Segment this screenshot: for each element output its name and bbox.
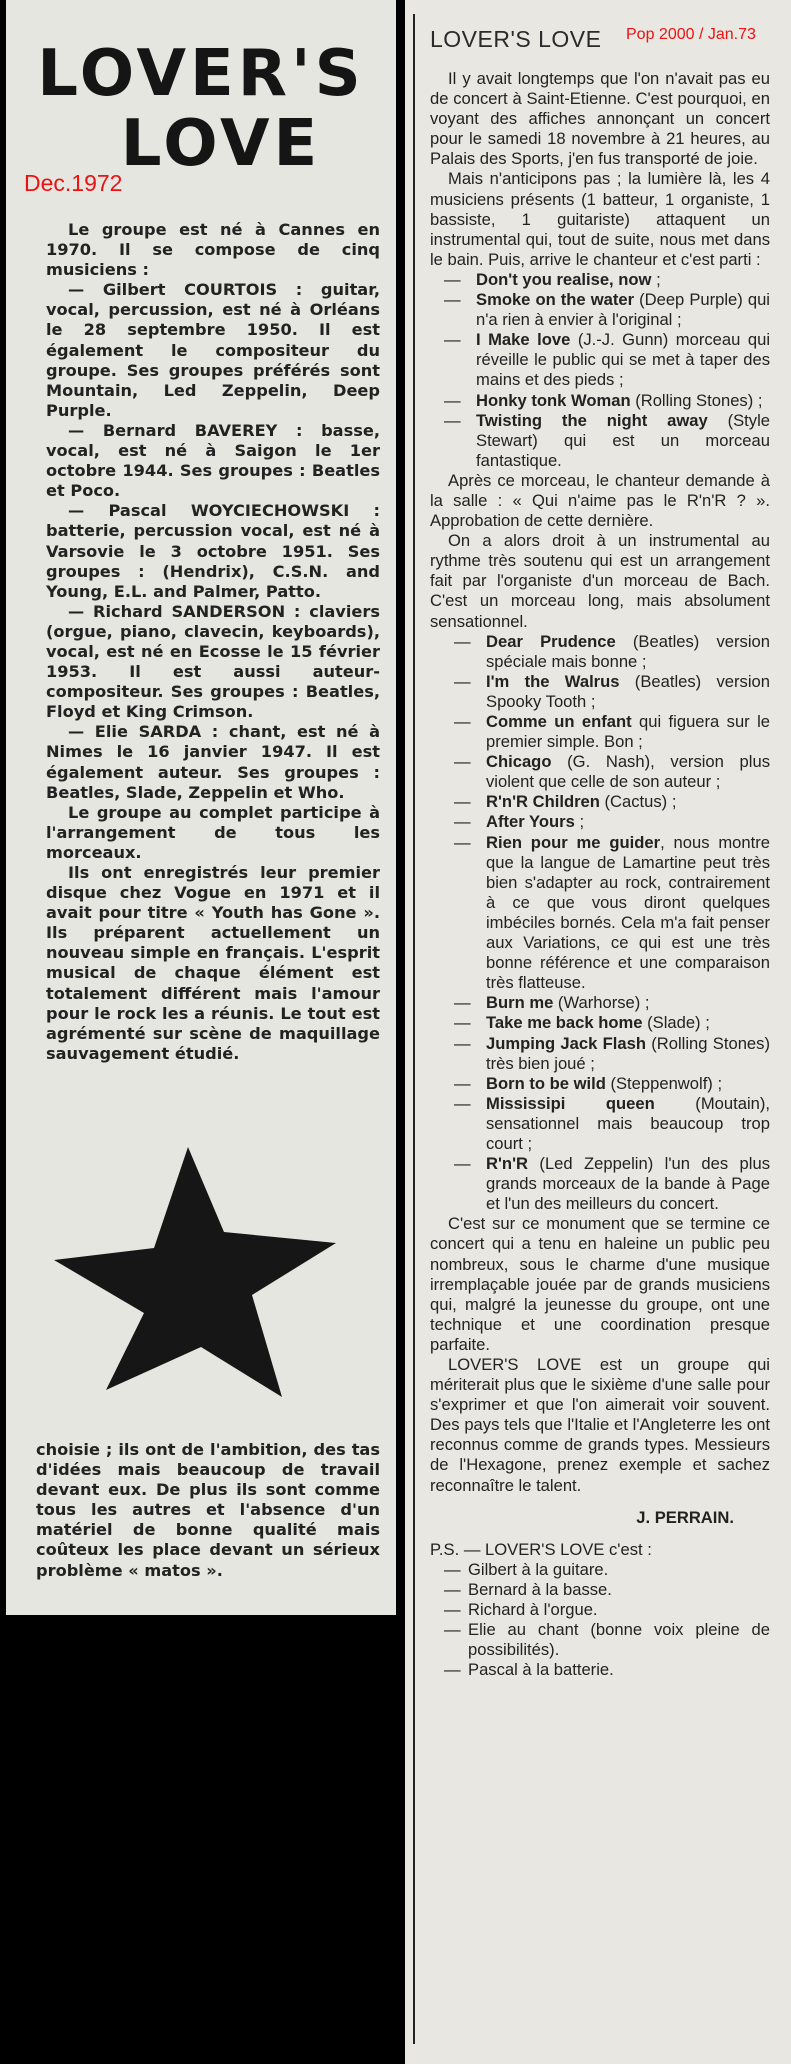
article-heading: LOVER'S LOVE bbox=[430, 26, 602, 52]
bio-paragraph: Le groupe est né à Cannes en 1970. Il se compose de cinq musiciens : bbox=[46, 220, 380, 280]
setlist-item: — After Yours ; bbox=[454, 812, 585, 832]
bio-paragraph: Le groupe au complet participe à l'arrangement de tous les morceaux. bbox=[46, 802, 380, 862]
setlist-item: — Mississipi queen (Moutain), sensationnel mais beaucoup trop court ; bbox=[454, 1093, 771, 1153]
setlist-item: — Born to be wild (Steppenwolf) ; bbox=[454, 1073, 723, 1093]
concert-review-body bbox=[430, 69, 770, 1680]
headline-line-2: LOVE bbox=[120, 107, 322, 181]
bio-paragraph: — Richard SANDERSON : claviers (orgue, piano, clavecin, keyboards), vocal, est né en Ecosse le 15 février 1953. Il est aussi auteur-compositeur. Ses groupes : Beatles, Floyd et King Crimson. bbox=[46, 601, 380, 722]
bio-continuation-text: choisie ; ils ont de l'ambition, des tas d'idées mais beaucoup de travail devant eux. De plus ils sont comme tous les autres et l'absence d'un matériel de bonne qualité mais coûteux les place devant un sérieux problème « matos ». bbox=[36, 1440, 380, 1580]
review-paragraph: LOVER'S LOVE est un groupe qui mériterait plus que le sixième d'une salle pour s'exprimer et que l'on aimerait voir souvent. Des pays tels que l'Italie et l'Angleterre les ont reconnus comme de grands types. Messieurs de l'Hexagone, prenez exemple et sachez reconnaître le talent. bbox=[430, 1355, 770, 1495]
setlist-item: — Take me back home (Slade) ; bbox=[454, 1013, 710, 1033]
column-rule bbox=[413, 14, 415, 2044]
source-annotation: Pop 2000 / Jan.73 bbox=[626, 26, 756, 43]
bio-paragraph: — Bernard BAVEREY : basse, vocal, est né à Saigon le 1er octobre 1944. Ses groupes : Beatles et Poco. bbox=[46, 420, 380, 501]
ps-intro: P.S. — LOVER'S LOVE c'est : bbox=[430, 1539, 652, 1559]
setlist-item: — R'n'R (Led Zeppelin) l'un des plus grands morceaux de la bande à Page et l'un des meilleurs du concert. bbox=[454, 1154, 770, 1214]
review-paragraph: Après ce morceau, le chanteur demande à la salle : « Qui n'aime pas le R'n'R ? ». Approbation de cette dernière. bbox=[430, 470, 770, 531]
setlist-item: — Smoke on the water (Deep Purple) qui n'a rien à envier à l'original ; bbox=[444, 290, 770, 330]
setlist-item: — Dear Prudence (Beatles) version spéciale mais bonne ; bbox=[454, 631, 770, 671]
bio-paragraph: — Pascal WOYCIECHOWSKI : batterie, percussion vocal, est né à Varsovie le 3 octobre 1951. Ses groupes : (Hendrix), C.S.N. and Young, E.L. and Palmer, Patto. bbox=[46, 501, 380, 601]
setlist-item: — Honky tonk Woman (Rolling Stones) ; bbox=[444, 390, 763, 410]
star-illustration bbox=[46, 1135, 386, 1415]
bio-paragraph: — Elie SARDA : chant, est né à Nimes le 16 janvier 1947. Il est également auteur. Ses groupes : Beatles, Slade, Zeppelin et Who. bbox=[46, 722, 380, 802]
review-paragraph: C'est sur ce monument que se termine ce concert qui a tenu en haleine un public peu nombreux, sous le charme d'une musique irremplaçable jouée par de grands musiciens qui, malgré la jeunesse du groupe, ont une technique et une coordination presque parfaite. bbox=[430, 1214, 770, 1354]
review-paragraph: On a alors droit à un instrumental au rythme très soutenu qui est un arrangement fait par l'organiste d'un morceau de Bach. C'est un morceau long, mais absolument sensationnel. bbox=[430, 531, 770, 631]
author-signature: J. PERRAIN. bbox=[636, 1507, 734, 1527]
review-paragraph: Mais n'anticipons pas ; la lumière là, les 4 musiciens présents (1 batteur, 1 organiste, 1 bassiste, 1 guitariste) attaquent un instrumental qui, tout de suite, nous met dans le bain. Puis, arrive le chanteur et c'est parti : bbox=[430, 169, 770, 269]
bio-paragraph: — Gilbert COURTOIS : guitar, vocal, percussion, est né à Orléans le 28 septembre 1950. Il est également le compositeur du groupe. Ses groupes préférés sont Mountain, Led Zeppelin, Deep Purple. bbox=[46, 280, 380, 420]
setlist-item: — R'n'R Children (Cactus) ; bbox=[454, 792, 677, 812]
headline-line-1: LOVER'S bbox=[37, 37, 365, 111]
lineup-item: — Bernard à la basse. bbox=[444, 1579, 612, 1599]
setlist-item: — I Make love (J.-J. Gunn) morceau qui réveille le public qui se met à taper des mains et des pieds ; bbox=[444, 330, 770, 390]
review-paragraph: Il y avait longtemps que l'on n'avait pas eu de concert à Saint-Etienne. C'est pourquoi, en voyant des affiches annonçant un concert pour le samedi 18 novembre à 21 heures, au Palais des Sports, j'en fus transporté de joie. bbox=[430, 69, 770, 169]
lineup-item: — Pascal à la batterie. bbox=[444, 1660, 614, 1680]
bio-continuation bbox=[36, 1440, 380, 1581]
setlist-item: — Comme un enfant qui figuera sur le premier simple. Bon ; bbox=[454, 712, 770, 752]
lineup-item: — Elie au chant (bonne voix pleine de possibilités). bbox=[444, 1620, 770, 1660]
band-bio-column bbox=[46, 220, 380, 1064]
setlist-item: — Burn me (Warhorse) ; bbox=[454, 993, 650, 1013]
left-clipping bbox=[6, 0, 396, 1615]
setlist-item: — Don't you realise, now ; bbox=[444, 269, 661, 289]
right-clipping bbox=[405, 0, 791, 2064]
setlist-item: — Twisting the night away (Style Stewart) qui est un morceau fantastique. bbox=[444, 410, 770, 470]
setlist-item: — Rien pour me guider, nous montre que la langue de Lamartine peut très bien s'adapter au rock, contrairement à ce que vous diront quelques imbéciles bornés. Cela m'a fait penser aux Variations, ce qui est une très bonne référence et une comparaison très flatteuse. bbox=[454, 832, 770, 993]
setlist-item: — I'm the Walrus (Beatles) version Spooky Tooth ; bbox=[454, 671, 770, 711]
date-annotation: Dec.1972 bbox=[24, 170, 123, 196]
setlist-item: — Jumping Jack Flash (Rolling Stones) très bien joué ; bbox=[454, 1033, 770, 1073]
setlist-item: — Chicago (G. Nash), version plus violent que celle de son auteur ; bbox=[454, 752, 770, 792]
bio-paragraph: Ils ont enregistrés leur premier disque chez Vogue en 1971 et il avait pour titre « Youth has Gone ». Ils préparent actuellement un nouveau simple en français. L'esprit musical de chaque élément est totalement différent mais l'amour pour le rock les a réunis. Le tout est agrémenté sur scène de maquillage sauvagement étudié. bbox=[46, 863, 380, 1063]
lineup-item: — Gilbert à la guitare. bbox=[444, 1559, 609, 1579]
lineup-item: — Richard à l'orgue. bbox=[444, 1600, 598, 1620]
